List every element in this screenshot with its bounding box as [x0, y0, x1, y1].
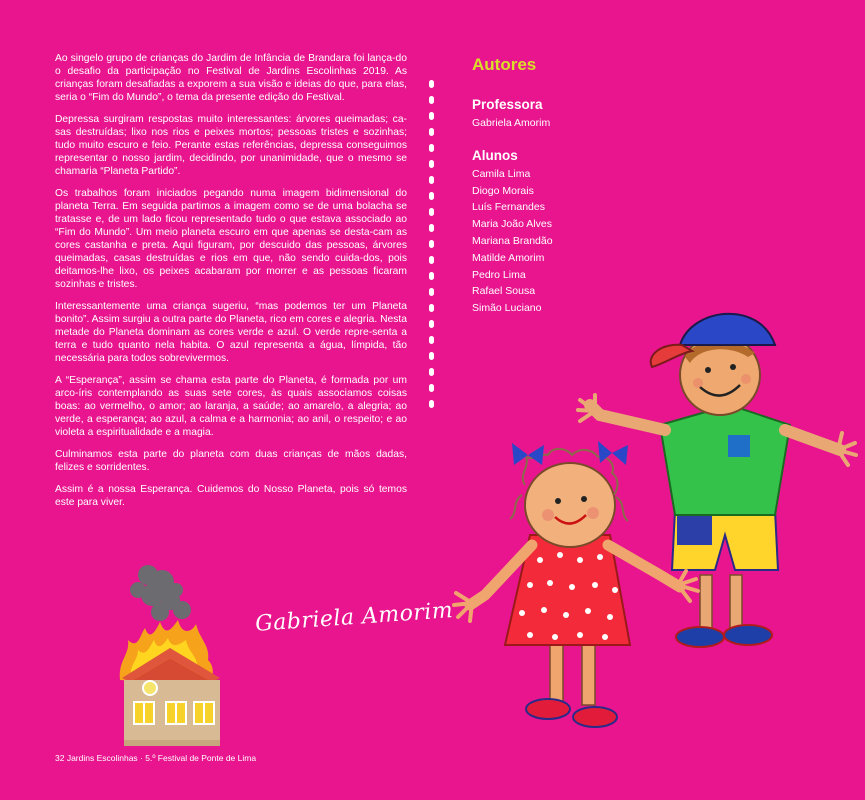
- student-name: Camila Lima: [472, 167, 531, 180]
- page-footer: 32 Jardins Escolinhas · 5.º Festival de Ponte de Lima: [55, 753, 257, 763]
- paragraph-7: Assim é a nossa Esperança. Cuidemos do Nosso Planeta, pois só temos este para viver.: [55, 484, 407, 508]
- burning-house-icon: [100, 560, 240, 750]
- student-name: Pedro Lima: [472, 268, 526, 281]
- paragraph-5: A “Esperança”, assim se chama esta parte do Planeta, é formada por um arco-íris contemplando as suas sete cores, às quais associamos coisas boas: ao vermelho, o amor; ao laranja, a saúde; ao amarelo, a alegria; ao verde, a esperança; ao azul, a calma e a harmonia; ao anil, o respeito; e ao violeta a espiritualidade e a magia.: [55, 375, 407, 438]
- article-body: [55, 52, 407, 518]
- authors-panel: [472, 55, 652, 317]
- teacher-heading: Professora: [472, 97, 543, 112]
- students-heading: Alunos: [472, 147, 518, 163]
- paragraph-1: Ao singelo grupo de crianças do Jardim de Infância de Brandara foi lança-do o desafio da participação no Festival de Jardins Escolinhas 2019. As crianças foram desafiadas a exporem a sua visão e ideias do que, para elas, seria o “Fim do Mundo”, o tema da presente edição do Festival.: [55, 53, 407, 103]
- paragraph-2: Depressa surgiram respostas muito interessantes: árvores queimadas; ca-sas destruídas; lixo nos rios e peixes mortos; pessoas tristes e sozinhas; tudo muito escuro e feio. Perante estas referências, depressa conseguimos representar o nosso jardim, decidindo, por unanimidade, que o mesmo se chamaria “Planeta Partido”.: [55, 114, 407, 177]
- student-name: Rafael Sousa: [472, 285, 536, 298]
- teacher-name: Gabriela Amorim: [472, 117, 551, 129]
- student-name: Maria João Alves: [472, 218, 552, 231]
- signature: Gabriela Amorim: [254, 598, 455, 637]
- student-name: Diogo Morais: [472, 184, 534, 197]
- paragraph-4: Interessantemente uma criança sugeriu, “mas podemos ter um Planeta bonito”. Assim surgiu a outra parte do Planeta, rico em cores e alegria. Nesta metade do Planeta dominam as cores verde e azul. O verde repre-senta a terra e tudo quanto nela habita. O azul representa a água, límpida, tão necessária para todos sobrevivermos.: [55, 301, 407, 364]
- student-name: Mariana Brandão: [472, 234, 553, 247]
- children-drawing-icon: [430, 305, 860, 755]
- authors-title: Autores: [472, 55, 537, 74]
- student-name: Simão Luciano: [472, 302, 542, 315]
- paragraph-3: Os trabalhos foram iniciados pegando numa imagem bidimensional do planeta Terra. Em seguida partimos a imagem como se de uma bolacha se tratasse e, de um lado ficou representado tudo o que estava associado ao “Fim do Mundo”. Um meio planeta escuro em que apenas se desta-cam as cores castanha e preta. Aqui figuram, por descuido das pessoas, árvores queimadas, casas destruídas e rios em que, não sendo cuida-dos, pois deitamos-lhe lixo, os peixes acabaram por morrer e as pessoas ficaram sozinhas e tristes.: [55, 188, 407, 290]
- student-name: Luís Fernandes: [472, 201, 545, 214]
- paragraph-6: Culminamos esta parte do planeta com duas crianças de mãos dadas, felizes e sorridentes.: [55, 449, 407, 473]
- student-name: Matilde Amorim: [472, 251, 545, 264]
